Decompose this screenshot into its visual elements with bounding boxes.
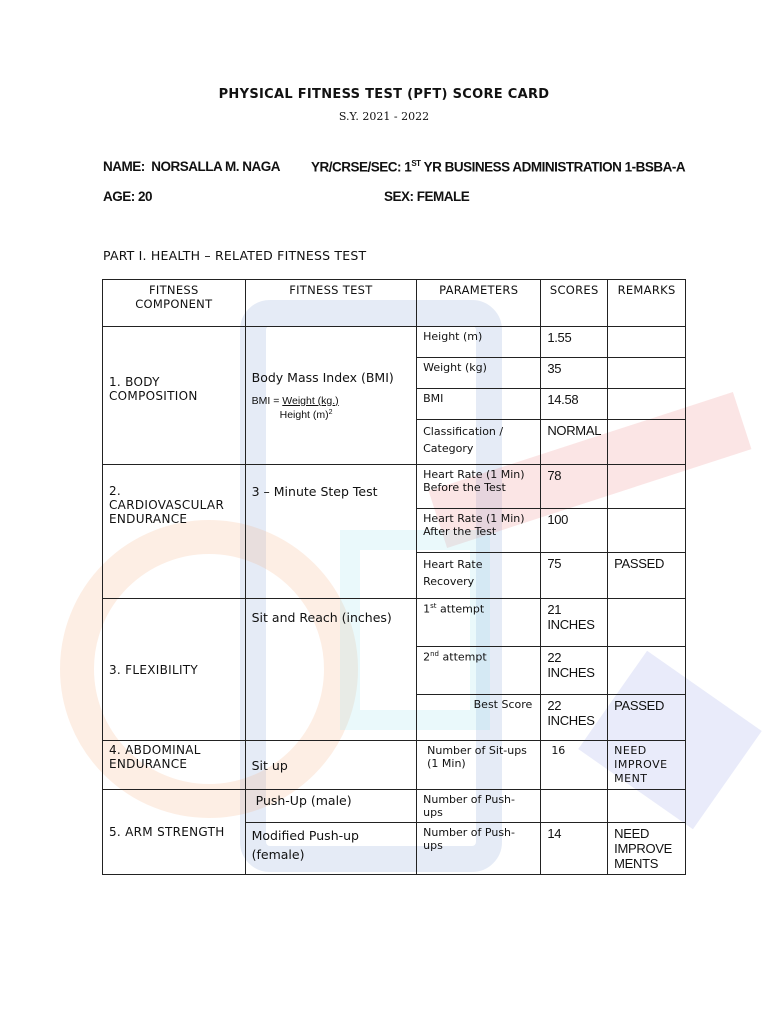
header-fitness-test: FITNESS TEST	[245, 280, 417, 327]
test-step	[245, 465, 417, 599]
test-label: Sit and Reach (inches)	[251, 609, 392, 625]
remark-cell	[608, 327, 686, 358]
yr-label: YR/CRSE/SEC:	[311, 159, 402, 175]
param-cell: Number of Sit-ups (1 Min)	[417, 741, 541, 790]
name-value: NORSALLA M. NAGA	[151, 159, 281, 174]
test-modified-push-up: Modified Push-up (female)	[245, 823, 417, 875]
yr-value: YR BUSINESS ADMINISTRATION 1-BSBA-A	[423, 159, 686, 175]
remark-cell	[608, 420, 686, 465]
param-cell	[417, 599, 541, 647]
header-parameters: PARAMETERS	[417, 280, 541, 327]
remark-cell: NEED IMPROVE MENT	[608, 741, 686, 790]
yr-crse-sec-field	[311, 159, 685, 175]
ordinal-sup: nd	[430, 650, 440, 658]
age-label: AGE:	[103, 189, 135, 204]
remark-cell	[608, 509, 686, 553]
age-value: 20	[138, 189, 153, 204]
school-year: S.Y. 2021 - 2022	[338, 110, 430, 123]
table-row	[103, 790, 686, 823]
score-cell: 35	[541, 358, 608, 389]
table-row	[103, 599, 686, 647]
table-header-row	[103, 280, 686, 327]
remark-cell: NEED IMPROVE MENTS	[608, 823, 686, 875]
ordinal-num: 1	[423, 602, 431, 616]
param-cell: Heart Rate Recovery	[417, 553, 541, 599]
component-cardio	[103, 465, 246, 599]
name-label: NAME:	[103, 159, 145, 174]
formula-left: BMI =	[251, 394, 280, 407]
remark-cell	[608, 599, 686, 647]
param-cell: Height (m)	[417, 327, 541, 358]
table-row	[103, 465, 686, 509]
component-abdominal: 4. ABDOMINAL ENDURANCE	[103, 741, 246, 790]
page-title: PHYSICAL FITNESS TEST (PFT) SCORE CARD	[218, 87, 550, 102]
score-cell: 22 INCHES	[541, 647, 608, 695]
remark-cell	[608, 389, 686, 420]
score-cell: 1.55	[541, 327, 608, 358]
score-cell: 22 INCHES	[541, 695, 608, 741]
component-flexibility	[103, 599, 246, 741]
param-cell	[417, 647, 541, 695]
component-body-composition	[103, 327, 246, 465]
remark-cell	[608, 647, 686, 695]
formula-denominator: Height (m)	[279, 409, 329, 422]
component-arm-strength	[103, 790, 246, 875]
ordinal-num: 2	[423, 650, 431, 664]
bmi-formula	[252, 395, 411, 422]
score-cell: NORMAL	[541, 420, 608, 465]
component-label: 5. ARM STRENGTH	[109, 825, 225, 839]
test-sit-up: Sit up	[245, 741, 417, 790]
remark-cell	[608, 790, 686, 823]
param-cell: Number of Push-ups	[417, 790, 541, 823]
sex-field	[384, 189, 469, 204]
remark-cell	[608, 358, 686, 389]
header-scores: SCORES	[541, 280, 608, 327]
param-cell: Heart Rate (1 Min) After the Test	[417, 509, 541, 553]
remark-cell: PASSED	[608, 695, 686, 741]
age-field	[103, 189, 152, 204]
score-cell: 21 INCHES	[541, 599, 608, 647]
yr-sup: ST	[411, 159, 421, 168]
score-cell	[541, 790, 608, 823]
param-label: attempt	[442, 650, 487, 664]
component-label: 3. FLEXIBILITY	[109, 662, 199, 677]
name-field	[103, 159, 280, 174]
header-remarks: REMARKS	[608, 280, 686, 327]
score-cell: 14.58	[541, 389, 608, 420]
param-label: attempt	[440, 602, 485, 616]
param-cell: Classification / Category	[417, 420, 541, 465]
score-cell: 16	[541, 741, 608, 790]
table-row	[103, 741, 686, 790]
ordinal-sup: st	[430, 602, 437, 610]
score-cell: 14	[541, 823, 608, 875]
test-label: Body Mass Index (BMI)	[251, 369, 394, 385]
header-fitness-component: FITNESS COMPONENT	[103, 280, 246, 327]
component-label: 1. BODY COMPOSITION	[109, 374, 198, 403]
score-cell: 78	[541, 465, 608, 509]
remark-cell: PASSED	[608, 553, 686, 599]
sex-label: SEX:	[384, 189, 414, 204]
param-cell: Heart Rate (1 Min) Before the Test	[417, 465, 541, 509]
formula-sup: 2	[328, 408, 333, 416]
param-cell: Best Score	[417, 695, 541, 741]
test-push-up: Push-Up (male)	[245, 790, 417, 823]
test-label: 3 – Minute Step Test	[251, 483, 378, 499]
yr-num: 1	[404, 159, 412, 175]
remark-cell	[608, 465, 686, 509]
sex-value: FEMALE	[416, 189, 470, 204]
score-cell: 100	[541, 509, 608, 553]
param-cell: Number of Push-ups	[417, 823, 541, 875]
param-cell: Weight (kg)	[417, 358, 541, 389]
test-bmi	[245, 327, 417, 465]
part-title: PART I. HEALTH – RELATED FITNESS TEST	[103, 248, 367, 263]
formula-numerator: Weight (kg.)	[282, 394, 339, 407]
score-table	[102, 279, 686, 875]
param-cell: BMI	[417, 389, 541, 420]
test-sit-reach	[245, 599, 417, 741]
score-cell: 75	[541, 553, 608, 599]
table-row	[103, 327, 686, 358]
component-label: 2. CARDIOVASCULAR ENDURANCE	[109, 483, 225, 526]
